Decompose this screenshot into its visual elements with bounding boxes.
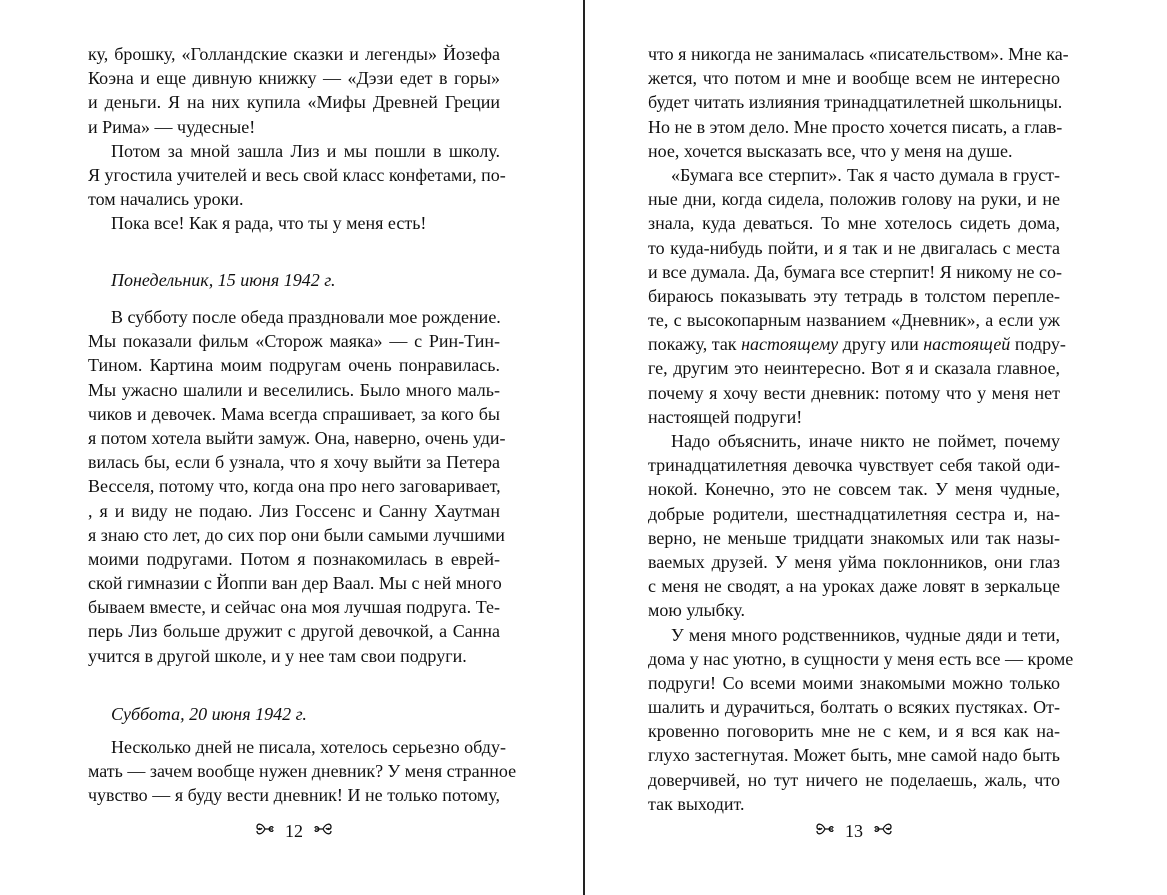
text-line: чиков и девочек. Мама всегда спрашивает, за кого бы bbox=[88, 403, 500, 424]
entry-date-1 bbox=[88, 268, 500, 292]
text-line: подруги! Со всеми моими знакомыми можно только bbox=[648, 672, 1060, 693]
text-line: мать — зачем вообще нужен дневник? У меня странное bbox=[88, 761, 517, 782]
floral-ornament-icon bbox=[873, 821, 893, 842]
text-line: те, с высокопарным названием «Дневник», а если уж bbox=[648, 310, 1060, 331]
floral-ornament-icon bbox=[815, 821, 835, 842]
text-line: и все думала. Да, бумага все стерпит! Я никому не со- bbox=[648, 261, 1062, 282]
text-line: будет читать излияния тринадцатилетней школьницы. bbox=[648, 92, 1063, 113]
text-line: глухо застегнутая. Может быть, мне самой надо быть bbox=[648, 745, 1060, 766]
text-line: настоящей подруги! bbox=[648, 406, 803, 427]
text-line: , я и виду не подаю. Лиз Госсенс и Санну Хаутман bbox=[88, 500, 500, 521]
text-fragment: подру- bbox=[1010, 334, 1066, 355]
text-line: ные дни, когда сидела, положив голову на руки, и не bbox=[648, 189, 1060, 210]
entry-2 bbox=[88, 735, 517, 808]
text-line: Мы ужасно шалили и веселились. Было много маль- bbox=[88, 379, 500, 400]
text-line: жется, что потом и мне и вообще всем не интересно bbox=[648, 68, 1060, 89]
text-line: Но не в этом дело. Мне просто хочется писать, а глав- bbox=[648, 116, 1063, 137]
text-line: ное, хочется высказать все, что у меня на душе. bbox=[648, 140, 1013, 161]
page-number: 12 bbox=[285, 821, 303, 842]
text-line: верно, не меньше тридцати знакомых или так назы- bbox=[648, 527, 1060, 548]
text-line: шалить и дурачиться, болтать о всяких пустяках. От- bbox=[648, 697, 1060, 718]
text-line: я знаю сто лет, до сих пор они были самыми лучшими bbox=[88, 524, 505, 545]
text-line: ваемых друзей. У меня уйма поклонников, они глаз bbox=[648, 551, 1060, 572]
emphasis-text: настоящему bbox=[741, 334, 839, 355]
text-line: ской гимназии с Йоппи ван дер Ваал. Мы с ней много bbox=[88, 573, 502, 594]
text-line: В субботу после обеда праздновали мое рождение. bbox=[111, 307, 501, 327]
text-line: моими подругами. Потом я познакомилась в еврей- bbox=[88, 548, 500, 569]
text-line: бываем вместе, и сейчас она моя лучшая подруга. Те- bbox=[88, 597, 500, 618]
page-number-footer bbox=[88, 820, 500, 842]
text-line: Я угостила учителей и весь свой класс конфетами, по- bbox=[88, 164, 506, 185]
text-line: что я никогда не занималась «писательством». Мне ка- bbox=[648, 44, 1069, 64]
text-line: бираюсь показывать эту тетрадь в толстом перепле- bbox=[648, 285, 1060, 306]
entry-date: Суббота, 20 июня 1942 г. bbox=[111, 704, 307, 724]
text-line: почему я хочу вести дневник: потому что у меня нет bbox=[648, 382, 1060, 403]
text-fragment: другу или bbox=[838, 334, 924, 355]
entry-date: Понедельник, 15 июня 1942 г. bbox=[111, 270, 336, 290]
left-page bbox=[0, 0, 583, 895]
text-fragment: покажу, так bbox=[648, 334, 742, 355]
text-line: с меня не сводят, а на уроках даже ловят в зеркальце bbox=[648, 576, 1060, 597]
text-line: кровенно поговорить мне не с кем, и я вся как на- bbox=[648, 721, 1060, 742]
entry-1 bbox=[88, 305, 506, 668]
text-line: Коэна и еще дивную книжку — «Дэзи едет в горы» bbox=[88, 68, 500, 89]
text-line: Надо объяснить, иначе никто не поймет, почему bbox=[671, 431, 1060, 451]
text-line: «Бумага все стерпит». Так я часто думала в груст- bbox=[671, 164, 1060, 185]
text-line: перь Лиз больше дружит с другой девочкой, а Санна bbox=[88, 621, 500, 642]
text-line: и Рима» — чудесные! bbox=[88, 116, 256, 137]
text-line: том начались уроки. bbox=[88, 189, 244, 210]
text-line: и деньги. Я на них купила «Мифы Древней Греции bbox=[88, 92, 500, 113]
text-line: тринадцатилетняя девочка чувствует себя такой оди- bbox=[648, 455, 1060, 476]
text-line: Мы показали фильм «Сторож маяка» — с Рин-Тин- bbox=[88, 331, 500, 352]
text-line: Тином. Картина моим подругам очень понравилась. bbox=[88, 355, 500, 376]
text-line: доверчивей, но тут ничего не поделаешь, жаль, что bbox=[648, 769, 1060, 790]
text-line: ку, брошку, «Голландские сказки и легенды» Йозефа bbox=[88, 44, 500, 64]
text-line: добрые родители, шестнадцатилетняя сестра и, на- bbox=[648, 503, 1060, 524]
page-number: 13 bbox=[845, 821, 863, 842]
text-line: знала, куда деваться. То мне хотелось сидеть дома, bbox=[648, 213, 1060, 234]
text-line: так выходит. bbox=[648, 793, 745, 814]
text-line: то куда-нибудь пойти, и я так и не двигалась с места bbox=[648, 237, 1060, 258]
floral-ornament-icon bbox=[313, 821, 333, 842]
text-line: Несколько дней не писала, хотелось серьезно обду- bbox=[111, 737, 506, 757]
text-line bbox=[648, 332, 1066, 356]
text-line: ге, другим это неинтересно. Вот я и сказала главное, bbox=[648, 358, 1060, 379]
text-line: учится в другой школе, и у нее там свои подруги. bbox=[88, 645, 467, 666]
text-line: дома у нас уютно, в сущности у меня есть все — кроме bbox=[648, 648, 1074, 669]
text-line: Весселя, потому что, когда она про него заговаривает, bbox=[88, 476, 501, 497]
text-line: мою улыбку. bbox=[648, 600, 745, 621]
text-line: нокой. Конечно, это не совсем так. У меня чудные, bbox=[648, 479, 1060, 500]
left-page-text bbox=[88, 42, 506, 236]
floral-ornament-icon bbox=[255, 821, 275, 842]
text-line: я потом хотела выйти замуж. Она, наверно, очень уди- bbox=[88, 427, 506, 448]
right-page-text bbox=[648, 42, 1074, 816]
text-line: Потом за мной зашла Лиз и мы пошли в школу. bbox=[111, 140, 500, 161]
right-page bbox=[585, 0, 1167, 895]
text-line: У меня много родственников, чудные дяди и тети, bbox=[671, 624, 1060, 645]
page-number-footer bbox=[648, 820, 1060, 842]
entry-date-2 bbox=[88, 702, 500, 726]
text-line: Пока все! Как я рада, что ты у меня есть! bbox=[111, 213, 427, 234]
text-line: чувство — я буду вести дневник! И не только потому, bbox=[88, 785, 500, 806]
emphasis-text: настоящей bbox=[923, 334, 1011, 355]
text-line: вилась бы, если б узнала, что я хочу выйти за Петера bbox=[88, 452, 500, 473]
